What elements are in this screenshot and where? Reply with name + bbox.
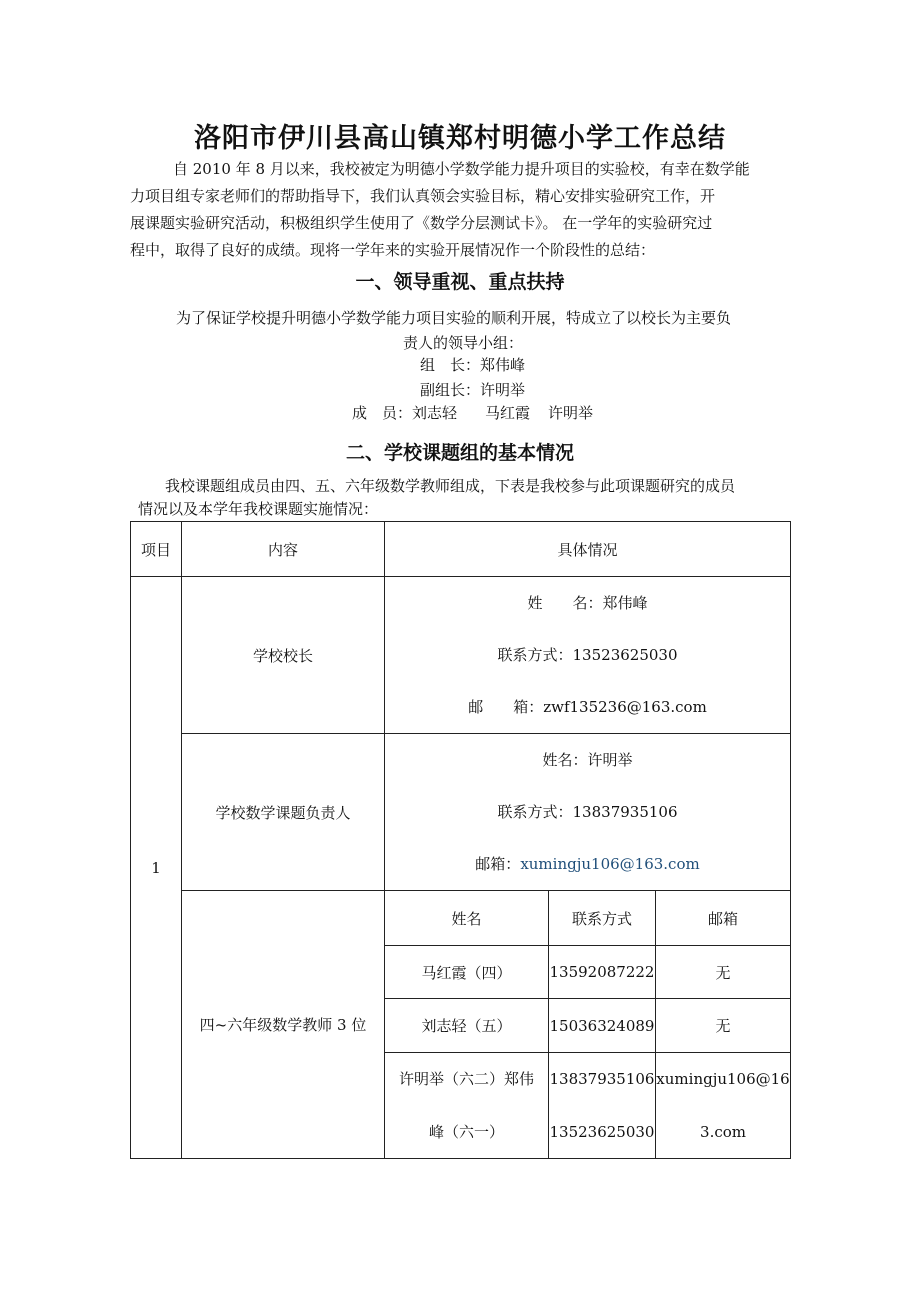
- principal-email: 邮 箱：zwf135236@163.com: [468, 698, 707, 716]
- intro-line: 自 2010 年 8 月以来，我校被定为明德小学数学能力提升项目的实验校，有幸在数学能: [173, 160, 750, 178]
- section2-heading: 二、学校课题组的基本情况: [345, 442, 574, 464]
- table-header-row: [131, 522, 791, 577]
- intro-line: 展课题实验研究活动，积极组织学生使用了《数学分层测试卡》。 在一学年的实验研究过: [130, 214, 713, 232]
- teacher-contact-line: 13837935106: [549, 1070, 655, 1089]
- teacher-email: 无: [656, 999, 791, 1053]
- teacher-contact-line: 13523625030: [549, 1122, 655, 1141]
- members-line: [352, 401, 593, 425]
- table-row: [131, 577, 791, 734]
- principal-details: [385, 577, 791, 734]
- leader-line: 组 长：郑伟峰: [420, 356, 526, 374]
- math-lead-contact: 联系方式：13837935106: [497, 803, 678, 821]
- teacher-name-line: 许明举（六二）郑伟: [398, 1070, 534, 1089]
- principal-label: 学校校长: [182, 577, 385, 734]
- member-name: 许明举: [548, 404, 594, 422]
- section1-text-line1: 为了保证学校提升明德小学数学能力项目实验的顺利开展，特成立了以校长为主要负: [176, 309, 732, 327]
- header-content: 内容: [182, 522, 385, 577]
- math-lead-name: 姓名：许明举: [542, 751, 633, 769]
- math-lead-label: 学校数学课题负责人: [182, 734, 385, 891]
- teacher-contact: 13592087222: [549, 946, 656, 999]
- item-number: 1: [131, 577, 182, 1159]
- math-lead-email-link[interactable]: xumingju106@163.com: [520, 855, 700, 873]
- teacher-email: 无: [656, 946, 791, 999]
- teacher-contact: 15036324089: [549, 999, 656, 1053]
- members-label: 成 员：刘志轻: [352, 404, 458, 422]
- teacher-name: [385, 1053, 549, 1159]
- header-detail: 具体情况: [385, 522, 791, 577]
- header-item: 项目: [131, 522, 182, 577]
- section2-text-line2: 情况以及本学年我校课题实施情况：: [138, 500, 379, 518]
- intro-line: 力项目组专家老师们的帮助指导下，我们认真领会实验目标，精心安排实验研究工作，开: [130, 187, 716, 205]
- teacher-email-line: xumingju106@16: [656, 1070, 790, 1089]
- principal-name: 姓 名：郑伟峰: [527, 594, 648, 612]
- sub-header-name: 姓名: [385, 891, 549, 946]
- teachers-label: 四~六年级数学教师 3 位: [182, 891, 385, 1159]
- table-row: [131, 734, 791, 891]
- math-lead-details: [385, 734, 791, 891]
- teacher-email: [656, 1053, 791, 1159]
- teacher-name: 马红霞（四）: [385, 946, 549, 999]
- email-label: 邮箱：: [475, 855, 521, 873]
- intro-paragraph: [130, 156, 792, 264]
- principal-contact: 联系方式：13523625030: [497, 646, 678, 664]
- members-table: [130, 521, 791, 1159]
- section1-heading: 一、领导重视、重点扶持: [355, 271, 565, 293]
- section1-text-line2: 责人的领导小组：: [403, 334, 524, 352]
- sub-header-contact: 联系方式: [549, 891, 656, 946]
- teacher-email-line: 3.com: [700, 1122, 746, 1141]
- teachers-header-row: [131, 891, 791, 946]
- document-title: 洛阳市伊川县高山镇郑村明德小学工作总结: [194, 123, 726, 154]
- member-name: 马红霞: [485, 404, 531, 422]
- teacher-name: 刘志轻（五）: [385, 999, 549, 1053]
- intro-line: 程中，取得了良好的成绩。现将一学年来的实验开展情况作一个阶段性的总结：: [130, 241, 656, 259]
- math-lead-email-line: [385, 851, 790, 877]
- teacher-name-line: 峰（六一）: [428, 1122, 504, 1141]
- deputy-line: 副组长：许明举: [420, 381, 526, 399]
- sub-header-email: 邮箱: [656, 891, 791, 946]
- section2-text-line1: 我校课题组成员由四、五、六年级数学教师组成，下表是我校参与此项课题研究的成员: [165, 477, 736, 495]
- teacher-contact: [549, 1053, 656, 1159]
